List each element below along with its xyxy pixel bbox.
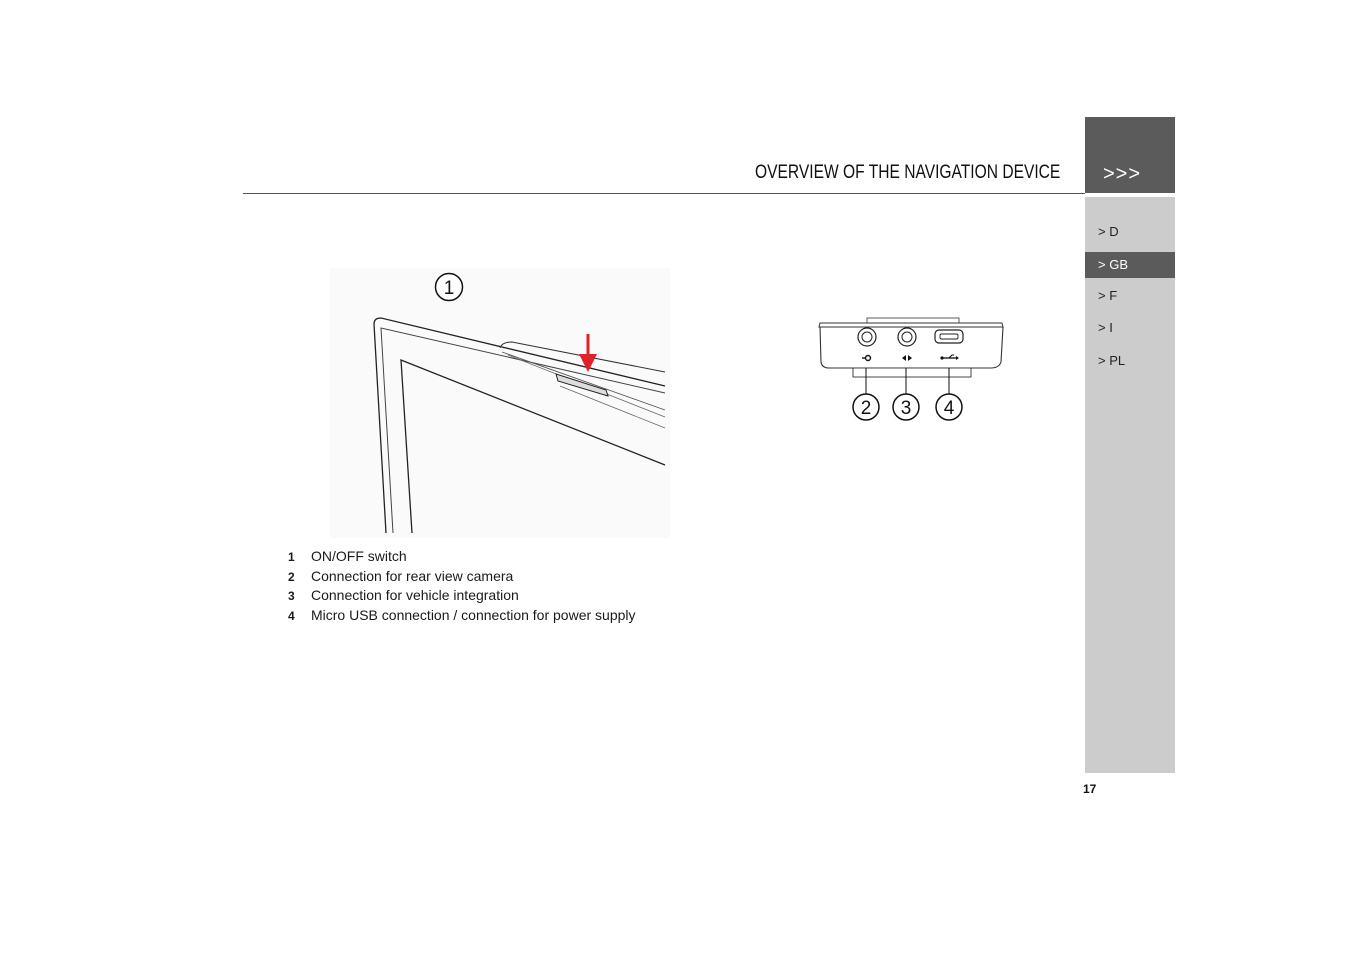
legend-item xyxy=(288,606,636,626)
callout-4-label: 4 xyxy=(943,398,955,419)
legend-number: 2 xyxy=(288,569,295,584)
legend-text: Connection for vehicle integration xyxy=(311,587,519,603)
language-sidebar xyxy=(1085,197,1175,773)
page-number: 17 xyxy=(1083,782,1097,796)
chapter-tab xyxy=(1085,117,1175,193)
page-title: OVERVIEW OF THE NAVIGATION DEVICE xyxy=(754,162,1060,183)
sidebar-item-label: > I xyxy=(1098,320,1113,335)
sidebar-item-f[interactable] xyxy=(1085,283,1175,309)
legend-item xyxy=(288,547,636,567)
legend-text: Micro USB connection / connection for power supply xyxy=(311,606,636,623)
device-side-view-figure xyxy=(815,312,1010,430)
device-top-view-figure xyxy=(330,268,670,538)
sidebar-item-d[interactable] xyxy=(1085,219,1175,245)
header-divider xyxy=(243,193,1085,194)
sidebar-item-label: > D xyxy=(1098,224,1119,239)
legend-item xyxy=(288,586,636,606)
legend-text: ON/OFF switch xyxy=(311,548,407,564)
legend-item xyxy=(288,567,636,587)
legend-number: 3 xyxy=(288,589,295,603)
legend-text: Connection for rear view camera xyxy=(311,567,514,584)
sidebar-item-label: > PL xyxy=(1098,353,1126,368)
sidebar-item-pl[interactable] xyxy=(1085,348,1175,374)
legend-number: 1 xyxy=(288,550,295,564)
legend-list xyxy=(288,547,636,625)
sidebar-item-i[interactable] xyxy=(1085,315,1175,341)
callout-3-label: 3 xyxy=(900,398,912,419)
callout-1-label: 1 xyxy=(443,278,455,299)
sidebar-item-gb[interactable] xyxy=(1085,252,1175,278)
callout-2-label: 2 xyxy=(860,398,872,419)
continue-marker: >>> xyxy=(1103,163,1142,185)
legend-number: 4 xyxy=(288,608,295,623)
sidebar-item-label: > GB xyxy=(1098,257,1128,272)
sidebar-item-label: > F xyxy=(1098,288,1118,303)
